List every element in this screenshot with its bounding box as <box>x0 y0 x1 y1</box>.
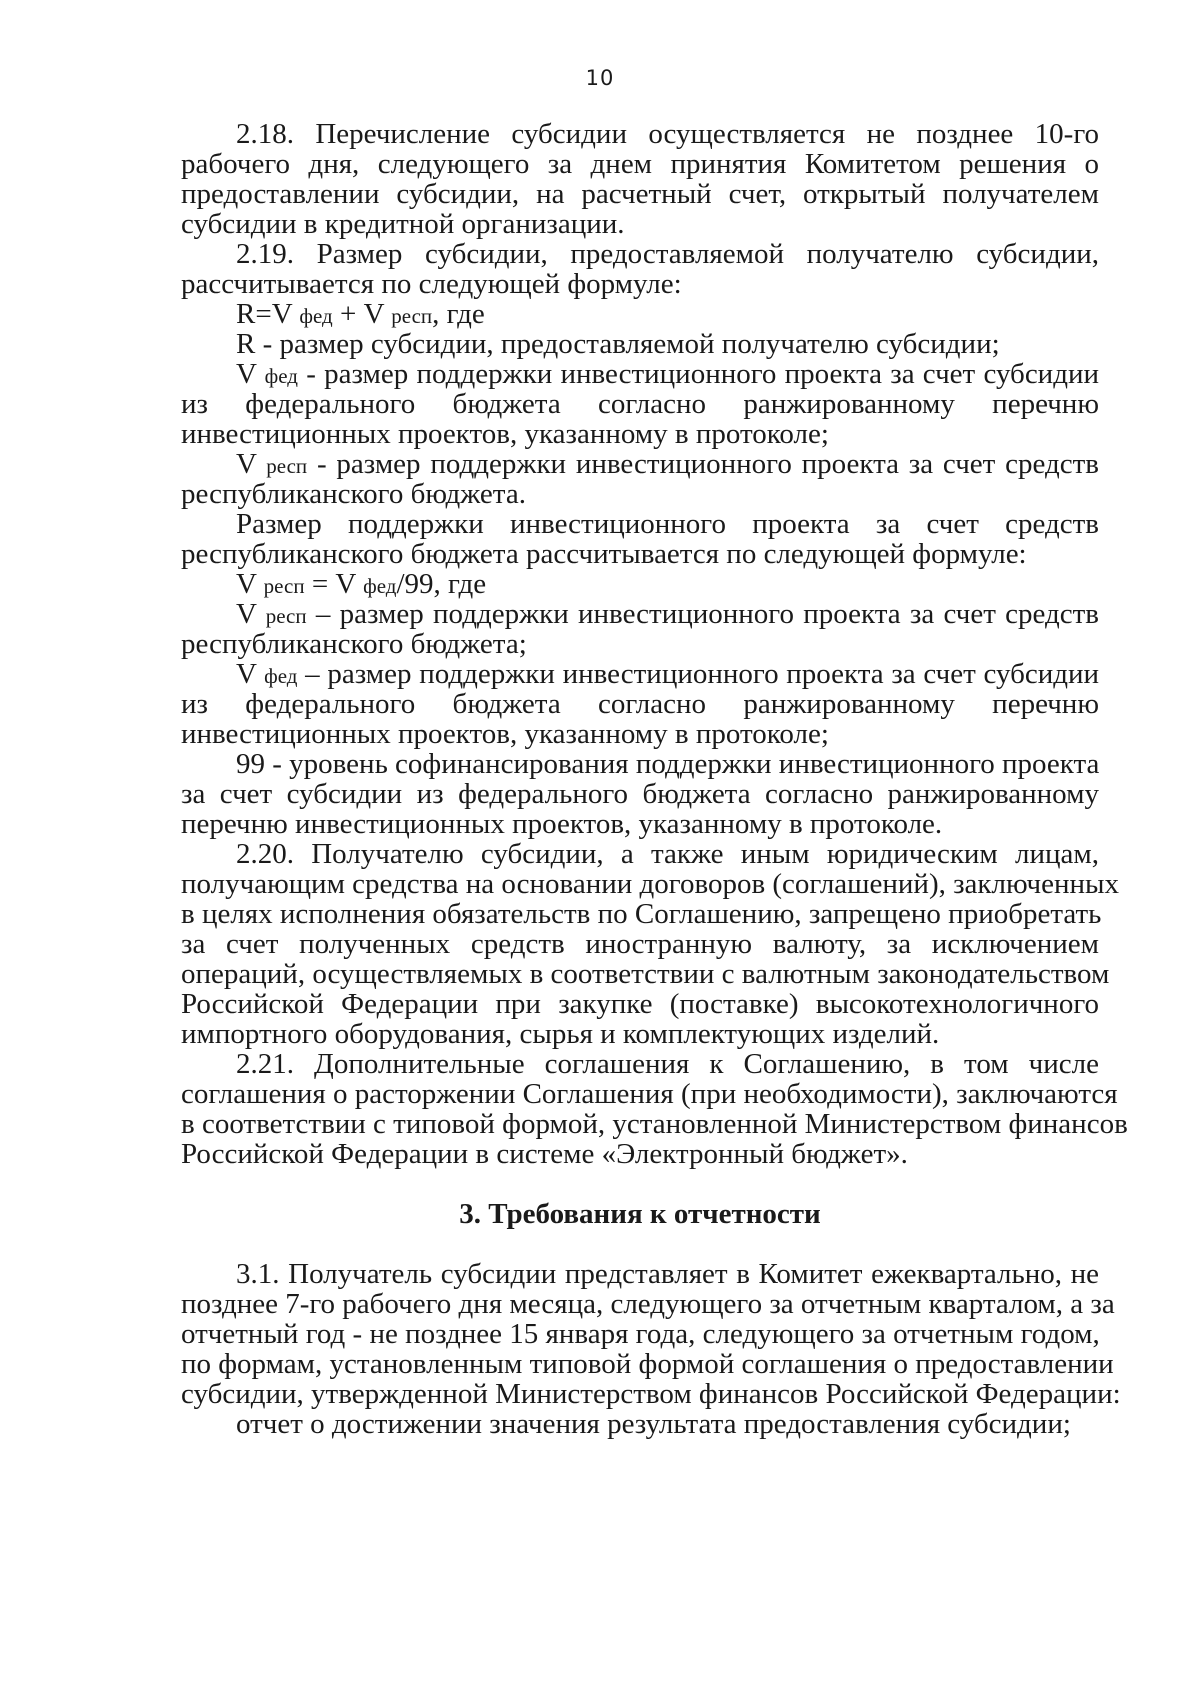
text-line: получающим средства на основании договоров (соглашений), заключенных <box>181 868 1120 900</box>
text-line: 3.1. Получатель субсидии представляет в Комитет ежеквартально, не <box>236 1258 1099 1290</box>
text-line: из федерального бюджета согласно ранжированному перечню <box>181 688 1099 720</box>
text-line: импортного оборудования, сырья и комплектующих изделий. <box>181 1018 940 1050</box>
text-line: R - размер субсидии, предоставляемой получателю субсидии; <box>236 328 1000 360</box>
text-line: инвестиционных проектов, указанному в протоколе; <box>181 718 829 750</box>
text-line: отчет о достижении значения результата предоставления субсидии; <box>236 1408 1071 1440</box>
text-line: 2.20. Получателю субсидии, а также иным юридическим лицам, <box>236 838 1099 870</box>
text-line: республиканского бюджета; <box>181 628 527 660</box>
text-line: позднее 7-го рабочего дня месяца, следующего за отчетным кварталом, а за <box>181 1288 1115 1320</box>
text-line: соглашения о расторжении Соглашения (при необходимости), заключаются <box>181 1078 1118 1110</box>
text-line: 2.19. Размер субсидии, предоставляемой получателю субсидии, <box>236 238 1099 270</box>
formula-line: V респ = V фед/99, где <box>236 568 487 600</box>
text-line: за счет субсидии из федерального бюджета согласно ранжированному <box>181 778 1099 810</box>
text-line: 2.21. Дополнительные соглашения к Соглашению, в том числе <box>236 1048 1099 1080</box>
text-line: V респ – размер поддержки инвестиционного проекта за счет средств <box>236 598 1099 630</box>
text-line: 99 - уровень софинансирования поддержки инвестиционного проекта <box>236 748 1100 780</box>
text-line: республиканского бюджета рассчитывается по следующей формуле: <box>181 538 1027 570</box>
text-line: по формам, установленным типовой формой соглашения о предоставлении <box>181 1348 1114 1380</box>
text-line: субсидии, утвержденной Министерством финансов Российской Федерации: <box>181 1378 1121 1410</box>
text-line: V фед - размер поддержки инвестиционного проекта за счет субсидии <box>236 358 1099 390</box>
text-line: рассчитывается по следующей формуле: <box>181 268 682 300</box>
section-heading: 3. Требования к отчетности <box>459 1198 821 1230</box>
text-line: предоставлении субсидии, на расчетный счет, открытый получателем <box>181 178 1099 210</box>
text-line: из федерального бюджета согласно ранжированному перечню <box>181 388 1099 420</box>
text-line: Размер поддержки инвестиционного проекта за счет средств <box>236 508 1099 540</box>
text-line: рабочего дня, следующего за днем принятия Комитетом решения о <box>181 148 1099 180</box>
text-line: V фед – размер поддержки инвестиционного проекта за счет субсидии <box>236 658 1100 690</box>
text-line: 2.18. Перечисление субсидии осуществляется не позднее 10-го <box>236 118 1099 150</box>
text-line: перечню инвестиционных проектов, указанному в протоколе. <box>181 808 943 840</box>
text-line: V респ - размер поддержки инвестиционного проекта за счет средств <box>236 448 1100 480</box>
text-line: в целях исполнения обязательств по Соглашению, запрещено приобретать <box>181 898 1102 930</box>
formula-line: R=V фед + V респ, где <box>236 298 485 330</box>
text-line: республиканского бюджета. <box>181 478 526 510</box>
text-line: субсидии в кредитной организации. <box>181 208 625 240</box>
page-number: 10 <box>585 66 615 90</box>
text-line: Российской Федерации в системе «Электронный бюджет». <box>181 1138 908 1170</box>
text-line: инвестиционных проектов, указанному в протоколе; <box>181 418 829 450</box>
text-line: отчетный год - не позднее 15 января года, следующего за отчетным годом, <box>181 1318 1100 1350</box>
text-line: в соответствии с типовой формой, установленной Министерством финансов <box>181 1108 1128 1140</box>
text-line: Российской Федерации при закупке (поставке) высокотехнологичного <box>181 988 1099 1020</box>
text-line: операций, осуществляемых в соответствии с валютным законодательством <box>181 958 1110 990</box>
text-line: за счет полученных средств иностранную валюту, за исключением <box>181 928 1099 960</box>
